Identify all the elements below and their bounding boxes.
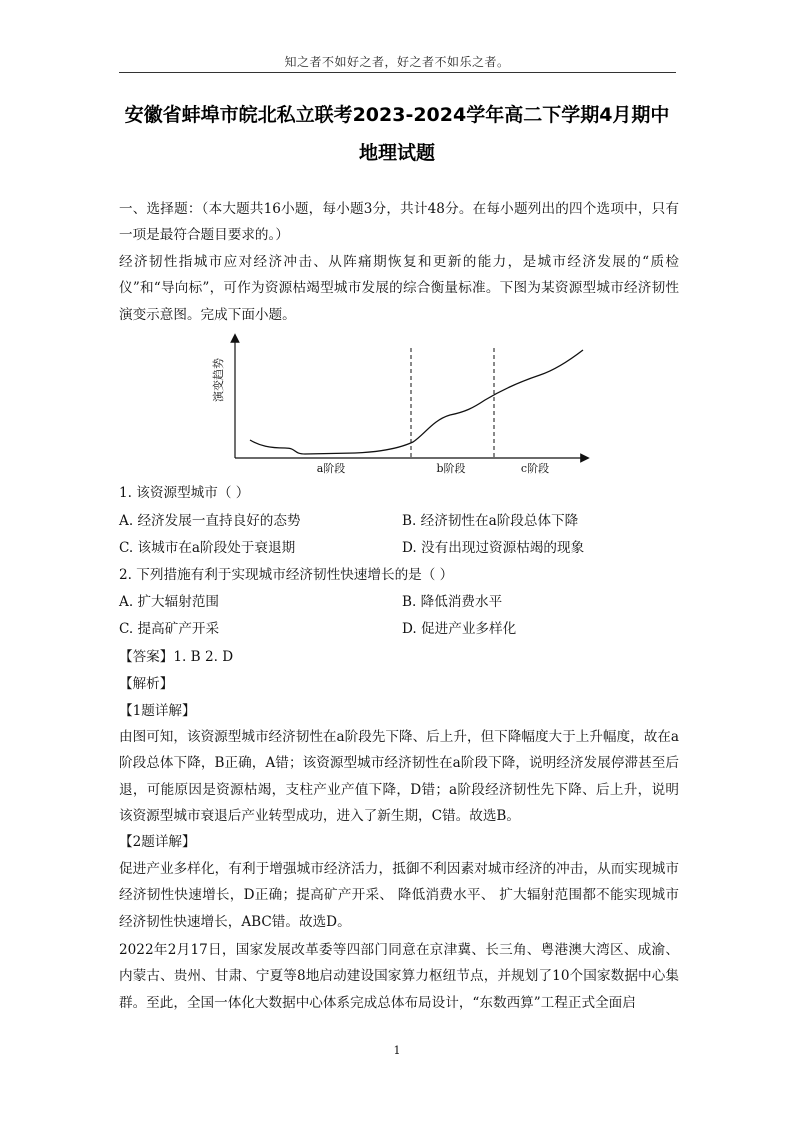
passage-2: 2022年2月17日，国家发展改革委等四部门同意在京津冀、长三角、粤港澳大湾区、成渝、内蒙古、贵州、甘肃、宁夏等8地启动建设国家算力枢纽节点，并规划了10个国家数据中心集群。至此，全国一体化大数据中心体系完成总体布局设计，“东数西算”工程正式全面启 <box>119 942 679 1011</box>
analysis-label: 【解析】 <box>119 676 174 692</box>
q2-detail: 促进产业多样化，有利于增强城市经济活力，抵御不利因素对城市经济的冲击，从而实现城市经济韧性快速增长，D正确；提高矿产开采、 降低消费水平、 扩大辐射范围都不能实现城市经济韧性快速增长，ABC错。故选D。 <box>119 861 679 930</box>
q1-detail-label: 【1题详解】 <box>119 703 196 719</box>
section-intro: 一、选择题：（本大题共16小题，每小题3分，共计48分。在每小题列出的四个选项中，只有一项是最符合题目要求的。） <box>119 201 679 244</box>
stage-label-a: a阶段 <box>316 462 346 475</box>
q2-option-d: D. 促进产业多样化 <box>402 621 517 637</box>
q2-detail-label: 【2题详解】 <box>119 834 196 850</box>
q1-option-a: A. 经济发展一直持良好的态势 <box>119 513 301 529</box>
q1-option-d: D. 没有出现过资源枯竭的现象 <box>402 540 585 556</box>
y-axis-label: 演变趋势 <box>212 358 225 402</box>
q2-option-b: B. 降低消费水平 <box>402 594 503 610</box>
stage-label-b: b阶段 <box>436 462 466 475</box>
passage-1: 经济韧性指城市应对经济冲击、从阵痛期恢复和更新的能力，是城市经济发展的“质检仪”和“导向标”，可作为资源枯竭型城市发展的综合衡量标准。下图为某资源型城市经济韧性演变示意图。完成下面小题。 <box>119 254 679 323</box>
q2-stem: 2. 下列措施有利于实现城市经济韧性快速增长的是（ ） <box>119 567 454 583</box>
header-motto: 知之者不如好之者，好之者不如乐之者。 <box>284 55 510 69</box>
answer-line: 【答案】1. B 2. D <box>119 649 234 665</box>
resilience-curve <box>250 350 583 454</box>
resilience-chart <box>205 330 595 478</box>
q2-option-c: C. 提高矿产开采 <box>119 621 220 637</box>
q1-detail: 由图可知，该资源型城市经济韧性在a阶段先下降、后上升，但下降幅度大于上升幅度，故在a阶段总体下降，B正确，A错；该资源型城市经济韧性在a阶段下降，说明经济发展停滞甚至后退，可能原因是资源枯竭，支柱产业产值下降，D错；a阶段经济韧性先下降、后上升，说明该资源型城市衰退后产业转型成功，进入了新生期，C错。故选B。 <box>119 729 679 824</box>
page-subtitle: 地理试题 <box>358 142 435 164</box>
q2-option-a: A. 扩大辐射范围 <box>119 594 220 610</box>
q1-option-b: B. 经济韧性在a阶段总体下降 <box>402 513 579 529</box>
page-title: 安徽省蚌埠市皖北私立联考2023-2024学年高二下学期4月期中 <box>124 104 670 126</box>
page-number: 1 <box>393 1044 401 1057</box>
stage-label-c: c阶段 <box>520 462 550 475</box>
q1-option-c: C. 该城市在a阶段处于衰退期 <box>119 540 296 556</box>
header-divider <box>119 72 676 73</box>
q1-stem: 1. 该资源型城市（ ） <box>119 485 250 501</box>
